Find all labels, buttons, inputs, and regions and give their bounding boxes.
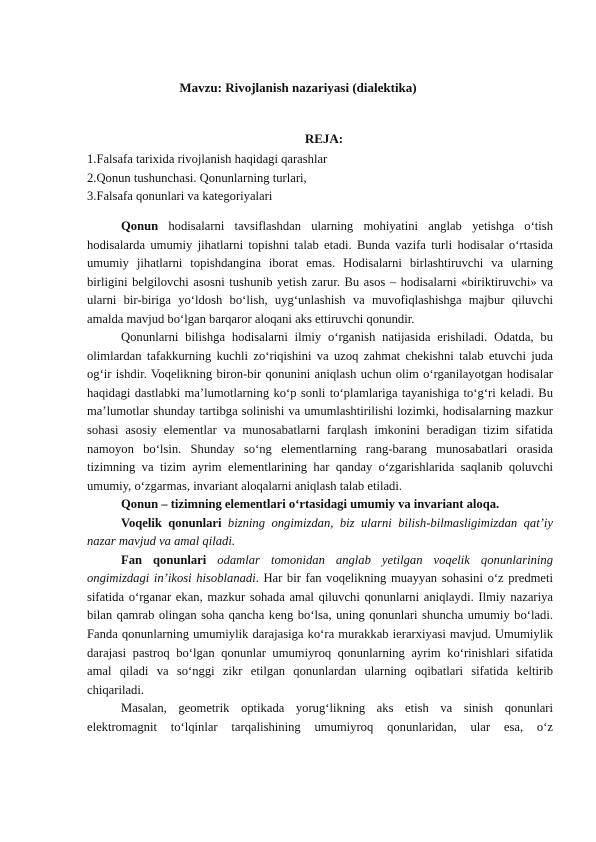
term-voqelik: Voqelik qonunlari xyxy=(121,515,222,530)
plan-item: 2.Qonun tushunchasi. Qonunlarning turlari, xyxy=(87,170,307,185)
paragraph-text: hodisalarni tavsiflashdan ularning mohiyatini anglab yetishga o‘tish hodisalarda umumiy jihatlarni topishni talab etadi. Bunda vazifa turli hodisalar o‘rtasida umumiy jihatlarni topishdangina iborat emas. Hodisalarni birlashtiruvchi va ularning birligini belgilovchi asosni tushunib yetish zarur. Bu asos – hodisalarni «biriktiruvchi» va ularni bir-biriga yo‘ldosh bo‘lish, uyg‘unlashish va muvofiqlashishga majbur qiluvchi amalda mavjud bo‘lgan barqaror aloqani aks ettiruvchi qonundir. xyxy=(87,219,553,326)
paragraph-bilish xyxy=(87,328,553,495)
paragraph-text: bizning ongimizdan, biz ularni bilish-bilmasligimizdan qat’iy nazar mavjud va amal qiladi. xyxy=(87,515,553,549)
paragraph-masalan xyxy=(87,699,553,736)
plan-item: 1.Falsafa tarixida rivojlanish haqidagi qarashlar xyxy=(87,152,328,166)
paragraph-text: . Har bir fan voqelikning muayyan sohasini o‘z predmeti sifatida o‘rganar ekan, mazkur sohada amal qiluvchi qonunlarni aniqlaydi. Ilmiy nazariya bilan qamrab olingan soha qancha keng bo‘lsa, uning qonunlari shuncha umumiy bo‘ladi. Fanda qonunlarning umumiylik darajasiga ko‘ra murakkab ierarxiyasi mavjud. Umumiylik darajasi pastroq bo‘lgan qonunlar umumiyroq qonunlarning ayrim ko‘rinishlari sifatida amal qiladi va so‘nggi zikr etilgan qonunlardan ularning oqibatlari sifatida keltirib chiqariladi. xyxy=(87,571,554,697)
paragraph-text: Masalan, geometrik optikada yorug‘likning aks etish va sinish qonunlari elektromagnit to‘lqinlar tarqalishining umumiyroq qonunlaridan, ular esa, o‘z xyxy=(87,701,553,734)
plan-list xyxy=(87,150,527,206)
paragraph-italic-text: odamlar tomonidan anglab yetilgan voqelik qonunlarining ongimizdagi in’ikosi hisoblanadi xyxy=(87,552,553,586)
plan-item: 3.Falsafa qonunlari va kategoriyalari xyxy=(87,189,273,203)
paragraph-definition xyxy=(87,495,553,514)
paragraph-qonun xyxy=(87,217,553,328)
definition-text: Qonun – tizimning elementlari o‘rtasidagi umumiy va invariant aloqa. xyxy=(121,497,500,512)
document-title: Mavzu: Rivojlanish nazariyasi (dialektika) xyxy=(179,80,417,95)
term-fan: Fan qonunlari xyxy=(121,552,207,567)
plan-heading: REJA: xyxy=(304,131,344,146)
paragraph-text: Qonunlarni bilishga hodisalarni ilmiy o‘rganish natijasida erishiladi. Odatda, bu olimlardan tafakkurning kuchli zo‘riqishini va uzoq zahmat chekishni talab etuvchi juda og‘ir ishdir. Voqelikning biron-bir qonunini aniqlash uchun olim o‘rganilayotgan hodisalar haqidagi dastlabki ma’lumotlarning ko‘p sonli to‘plamlariga tayanishiga to‘g‘ri keladi. Bu ma’lumotlar shunday tartibga solinishi va umumlashtirilishi lozimki, hodisalarning mazkur sohasi asosiy elementlar va munosabatlarni farqlash imkonini beradigan tizim sifatida namoyon bo‘lsin. Shunday so‘ng elementlarning rang-barang munosabatlari orasida tizimning va tizim ayrim elementlarining har qanday o‘zgarishlarida saqlanib qoluvchi umumiy, o‘zgarmas, invariant aloqalarni aniqlash talab etiladi. xyxy=(87,330,553,493)
paragraph-fan xyxy=(87,551,553,699)
term-qonun: Qonun xyxy=(121,219,159,233)
document-body xyxy=(87,217,553,736)
paragraph-voqelik xyxy=(87,514,553,551)
